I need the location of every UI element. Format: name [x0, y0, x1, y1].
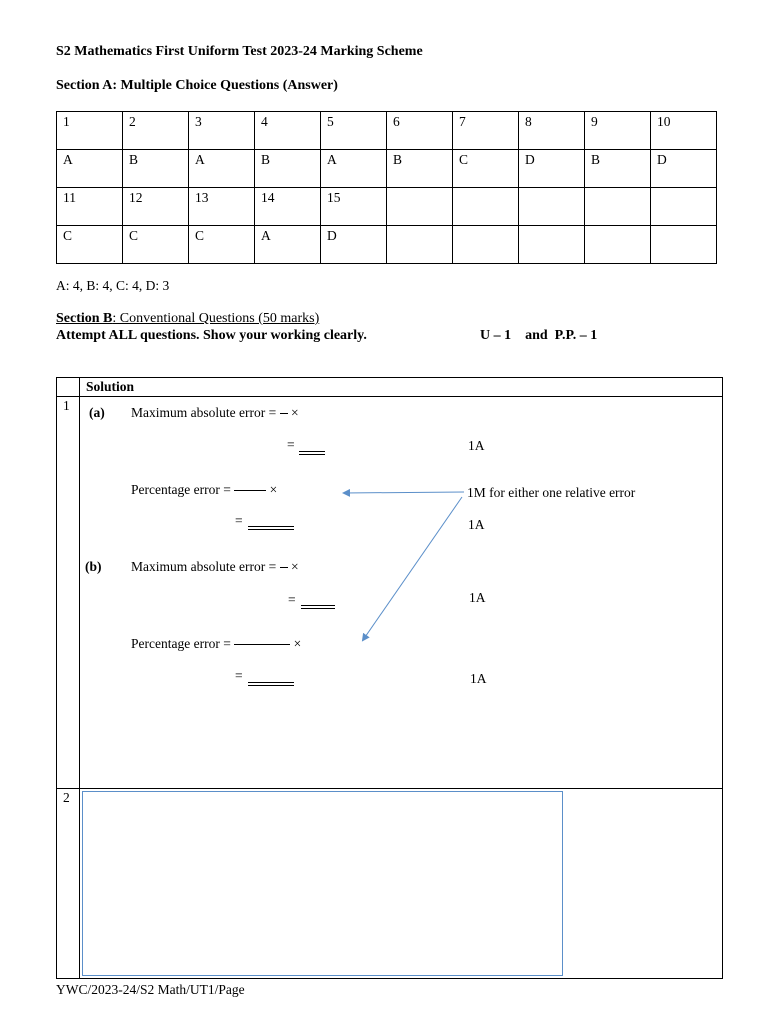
- mc-question-number: 10: [651, 112, 717, 150]
- equals: =: [288, 592, 296, 607]
- part-a-label: (a): [89, 405, 105, 420]
- equals: =: [223, 482, 231, 497]
- mc-answer: A: [189, 150, 255, 188]
- mc-answer: C: [453, 150, 519, 188]
- mark-1a-a2: 1A: [468, 517, 485, 532]
- section-a-heading: Section A: Multiple Choice Questions (Answer): [56, 78, 338, 93]
- arrow-to-percentage-error-a: [344, 492, 464, 493]
- times-sign: ×: [269, 482, 278, 497]
- mc-answer: B: [585, 150, 651, 188]
- section-b-title: : Conventional Questions (50 marks): [112, 311, 320, 326]
- times-sign: ×: [293, 636, 302, 651]
- question-2-answer-box: [82, 791, 563, 976]
- mc-question-number: 8: [519, 112, 585, 150]
- mc-answer: C: [123, 226, 189, 264]
- times-sign: ×: [290, 405, 299, 420]
- mc-question-number: 13: [189, 188, 255, 226]
- percentage-error-a-label: Percentage error: [131, 482, 220, 497]
- max-abs-error-a-label: Maximum absolute error: [131, 405, 266, 420]
- page-footer: YWC/2023-24/S2 Math/UT1/Page: [56, 982, 245, 997]
- mark-1m: 1M for either one relative error: [467, 485, 636, 500]
- mc-answer: D: [321, 226, 387, 264]
- mc-question-number: 2: [123, 112, 189, 150]
- mc-answer: B: [255, 150, 321, 188]
- mc-question-number: 4: [255, 112, 321, 150]
- question-1-number: 1: [63, 398, 70, 413]
- times-sign: ×: [290, 559, 299, 574]
- mc-answer: A: [255, 226, 321, 264]
- mark-1a-a1: 1A: [468, 438, 485, 453]
- mc-answer: B: [387, 150, 453, 188]
- mc-answer: D: [519, 150, 585, 188]
- mc-question-number: 11: [57, 188, 123, 226]
- percentage-error-b-label: Percentage error: [131, 636, 220, 651]
- equals: =: [235, 668, 243, 683]
- mc-answer: A: [57, 150, 123, 188]
- mc-question-number: 9: [585, 112, 651, 150]
- mark-1a-b1: 1A: [469, 590, 486, 605]
- instruction: Attempt ALL questions. Show your working clearly.: [56, 328, 367, 343]
- equals: =: [223, 636, 231, 651]
- equals: =: [235, 513, 243, 528]
- mc-question-number: 12: [123, 188, 189, 226]
- mc-answer: B: [123, 150, 189, 188]
- max-abs-error-b-label: Maximum absolute error: [131, 559, 266, 574]
- mc-question-number: 15: [321, 188, 387, 226]
- page-title: S2 Mathematics First Uniform Test 2023-24 Marking Scheme: [56, 44, 423, 59]
- equals: =: [268, 559, 277, 574]
- part-b-label: (b): [85, 559, 102, 574]
- equals: =: [268, 405, 277, 420]
- section-b-label: Section B: [56, 311, 113, 326]
- mc-answer: C: [57, 226, 123, 264]
- mc-answer: D: [651, 150, 717, 188]
- mc-question-number: 6: [387, 112, 453, 150]
- solution-header: Solution: [86, 379, 135, 394]
- mc-answer: C: [189, 226, 255, 264]
- mc-question-number: 3: [189, 112, 255, 150]
- mc-question-number: 1: [57, 112, 123, 150]
- answer-count: A: 4, B: 4, C: 4, D: 3: [56, 278, 170, 293]
- mc-question-number: 7: [453, 112, 519, 150]
- deduction-note: U – 1 and P.P. – 1: [480, 328, 598, 343]
- mc-question-number: 5: [321, 112, 387, 150]
- mc-answer: A: [321, 150, 387, 188]
- arrow-to-percentage-error-b: [363, 497, 462, 640]
- question-2-number: 2: [63, 790, 70, 805]
- equals: =: [287, 437, 295, 452]
- mark-1a-b2: 1A: [470, 671, 487, 686]
- mc-question-number: 14: [255, 188, 321, 226]
